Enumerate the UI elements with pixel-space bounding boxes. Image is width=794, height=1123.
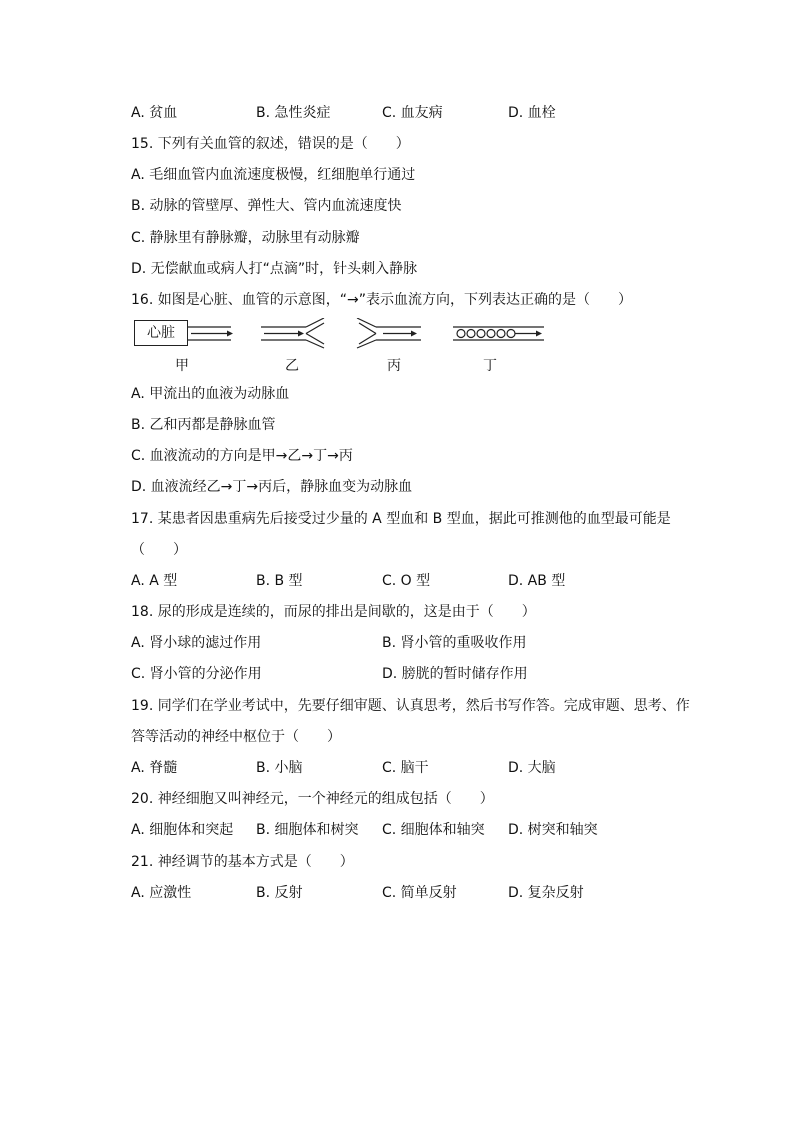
q14-option-a: A. 贫血 bbox=[131, 105, 178, 121]
q21-option-d: D. 复杂反射 bbox=[508, 885, 584, 901]
q21-stem: 21. 神经调节的基本方式是（ ） bbox=[131, 854, 354, 870]
q15-option-d: D. 无偿献血或病人打“点滴”时，针头刺入静脉 bbox=[131, 261, 418, 277]
label-jia: 甲 bbox=[175, 358, 189, 374]
q20-option-c: C. 细胞体和轴突 bbox=[382, 822, 485, 838]
label-yi: 乙 bbox=[285, 358, 299, 374]
q18-option-d: D. 膀胱的暂时储存作用 bbox=[382, 666, 528, 682]
q19-option-a: A. 脊髓 bbox=[131, 760, 178, 776]
q17-stem-line1: 17. 某患者因患重病先后接受过少量的 A 型血和 B 型血，据此可推测他的血型最可能是 bbox=[131, 511, 671, 527]
q14-option-b: B. 急性炎症 bbox=[256, 105, 331, 121]
q18-option-c: C. 肾小管的分泌作用 bbox=[131, 666, 262, 682]
q17-option-b: B. B 型 bbox=[256, 573, 303, 589]
q20-option-d: D. 树突和轴突 bbox=[508, 822, 598, 838]
q18-option-a: A. 肾小球的滤过作用 bbox=[131, 635, 262, 651]
vessel-yi bbox=[261, 318, 324, 348]
q20-option-b: B. 细胞体和树突 bbox=[256, 822, 359, 838]
q16-option-d: D. 血液流经乙→丁→丙后，静脉血变为动脉血 bbox=[131, 479, 413, 495]
vessel-jia bbox=[188, 327, 233, 340]
q16-stem: 16. 如图是心脏、血管的示意图，“→”表示血流方向，下列表达正确的是（ ） bbox=[131, 292, 632, 308]
heart-box: 心脏 bbox=[134, 320, 188, 346]
q21-option-b: B. 反射 bbox=[256, 885, 303, 901]
q16-option-c: C. 血液流动的方向是甲→乙→丁→丙 bbox=[131, 448, 353, 464]
q17-option-a: A. A 型 bbox=[131, 573, 178, 589]
q16-option-b: B. 乙和丙都是静脉血管 bbox=[131, 417, 276, 433]
q18-stem: 18. 尿的形成是连续的，而尿的排出是间歇的，这是由于（ ） bbox=[131, 604, 536, 620]
q14-option-c: C. 血友病 bbox=[382, 105, 443, 121]
q15-stem: 15. 下列有关血管的叙述，错误的是（ ） bbox=[131, 136, 410, 152]
q21-option-c: C. 简单反射 bbox=[382, 885, 457, 901]
q17-option-c: C. O 型 bbox=[382, 573, 431, 589]
label-ding: 丁 bbox=[483, 358, 497, 374]
q16-option-a: A. 甲流出的血液为动脉血 bbox=[131, 386, 290, 402]
q18-option-b: B. 肾小管的重吸收作用 bbox=[382, 635, 527, 651]
q19-stem-line2: 答等活动的神经中枢位于（ ） bbox=[131, 729, 341, 745]
q15-option-a: A. 毛细血管内血流速度极慢，红细胞单行通过 bbox=[131, 167, 416, 183]
q16-figure bbox=[131, 318, 561, 378]
q20-stem: 20. 神经细胞又叫神经元，一个神经元的组成包括（ ） bbox=[131, 791, 494, 807]
q19-stem-line1: 19. 同学们在学业考试中，先要仔细审题、认真思考，然后书写作答。完成审题、思考、作 bbox=[131, 698, 690, 714]
q19-option-b: B. 小脑 bbox=[256, 760, 303, 776]
q21-option-a: A. 应激性 bbox=[131, 885, 192, 901]
q15-option-b: B. 动脉的管壁厚、弹性大、管内血流速度快 bbox=[131, 198, 402, 214]
q17-option-d: D. AB 型 bbox=[508, 573, 566, 589]
q20-option-a: A. 细胞体和突起 bbox=[131, 822, 234, 838]
q17-stem-line2: （ ） bbox=[131, 542, 187, 558]
q19-option-d: D. 大脑 bbox=[508, 760, 556, 776]
q19-option-c: C. 脑干 bbox=[382, 760, 429, 776]
vessel-ding bbox=[453, 327, 544, 340]
q14-option-d: D. 血栓 bbox=[508, 105, 556, 121]
vessel-bing bbox=[357, 318, 421, 348]
q15-option-c: C. 静脉里有静脉瓣，动脉里有动脉瓣 bbox=[131, 230, 360, 246]
label-bing: 丙 bbox=[387, 358, 401, 374]
